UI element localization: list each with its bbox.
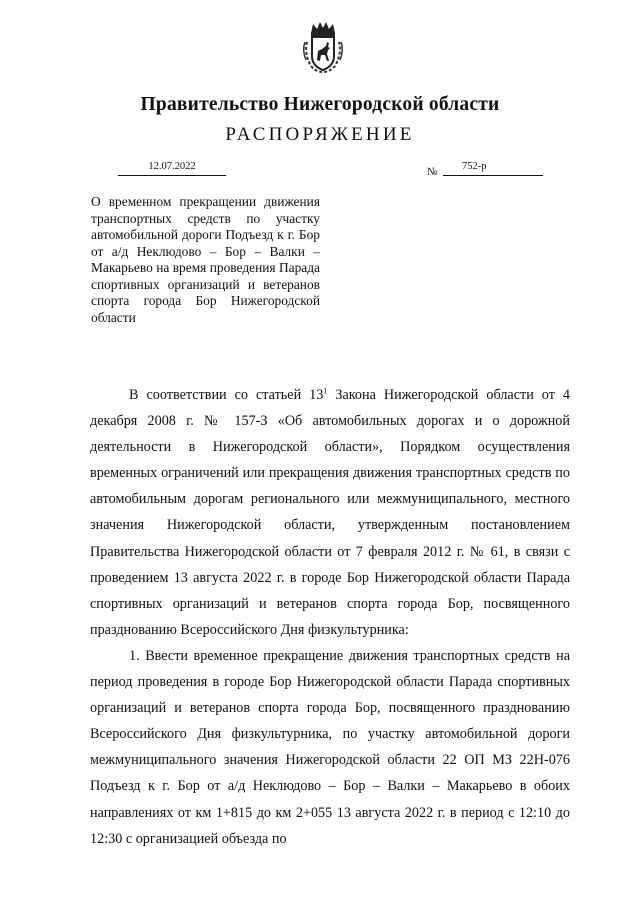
article-superscript: 1: [323, 386, 328, 396]
document-body: [90, 382, 570, 852]
preamble-rest: Закона Нижегородской области от 4 декабря 2008 г. № 157-З «Об автомобильных дорогах и о дорожной деятельности в Нижегородской области», Порядком осуществления временных ограничений или прекращения движения транспортных средств по автомобильным дорогам регионального или межмуниципального, местного значения Нижегородской области, утвержденным постановлением Правительства Нижегородской области от 7 февраля 2012 г. № 61, в связи с проведением 13 августа 2022 г. в городе Бор Нижегородской области Парада спортивных организаций и ветеранов спорта города Бор, посвященного празднованию Всероссийского Дня физкультурника:: [90, 387, 570, 638]
document-number: [443, 158, 543, 176]
document-date: [118, 158, 226, 176]
coat-of-arms-icon: [302, 20, 344, 74]
preamble-start: В соответствии со статьей 13: [129, 387, 324, 403]
paragraph-preamble: [90, 382, 570, 643]
document-subject: О временном прекращении движения транспортных средств по участку автомобильной дороги Подъезд к г. Бор от а/д Неклюдово – Бор – Валки – Макарьево на время проведения Парада спортивных организаций и ветеранов спорта города Бор Нижегородской области: [91, 194, 320, 325]
paragraph-item-1: 1. Ввести временное прекращение движения транспортных средств на период проведения в городе Бор Нижегородской области Парада спортивных организаций и ветеранов спорта города Бор, посвященного празднованию Всероссийского Дня физкультурника, по участку автомобильной дороги межмуниципального значения Нижегородской области 22 ОП МЗ 22Н-076 Подъезд к г. Бор от а/д Неклюдово – Бор – Валки – Макарьево в обоих направлениях от км 1+815 до км 2+055 13 августа 2022 г. в период с 12:10 до 12:30 с организацией объезда по: [90, 647, 570, 847]
document-type: РАСПОРЯЖЕНИЕ: [225, 124, 415, 145]
document-date-value: 12.07.2022: [148, 161, 196, 172]
number-label: №: [427, 166, 438, 178]
document-number-value: 752-р: [462, 161, 487, 172]
government-name: Правительство Нижегородской области: [140, 94, 500, 115]
coat-of-arms-icon: [302, 20, 344, 74]
